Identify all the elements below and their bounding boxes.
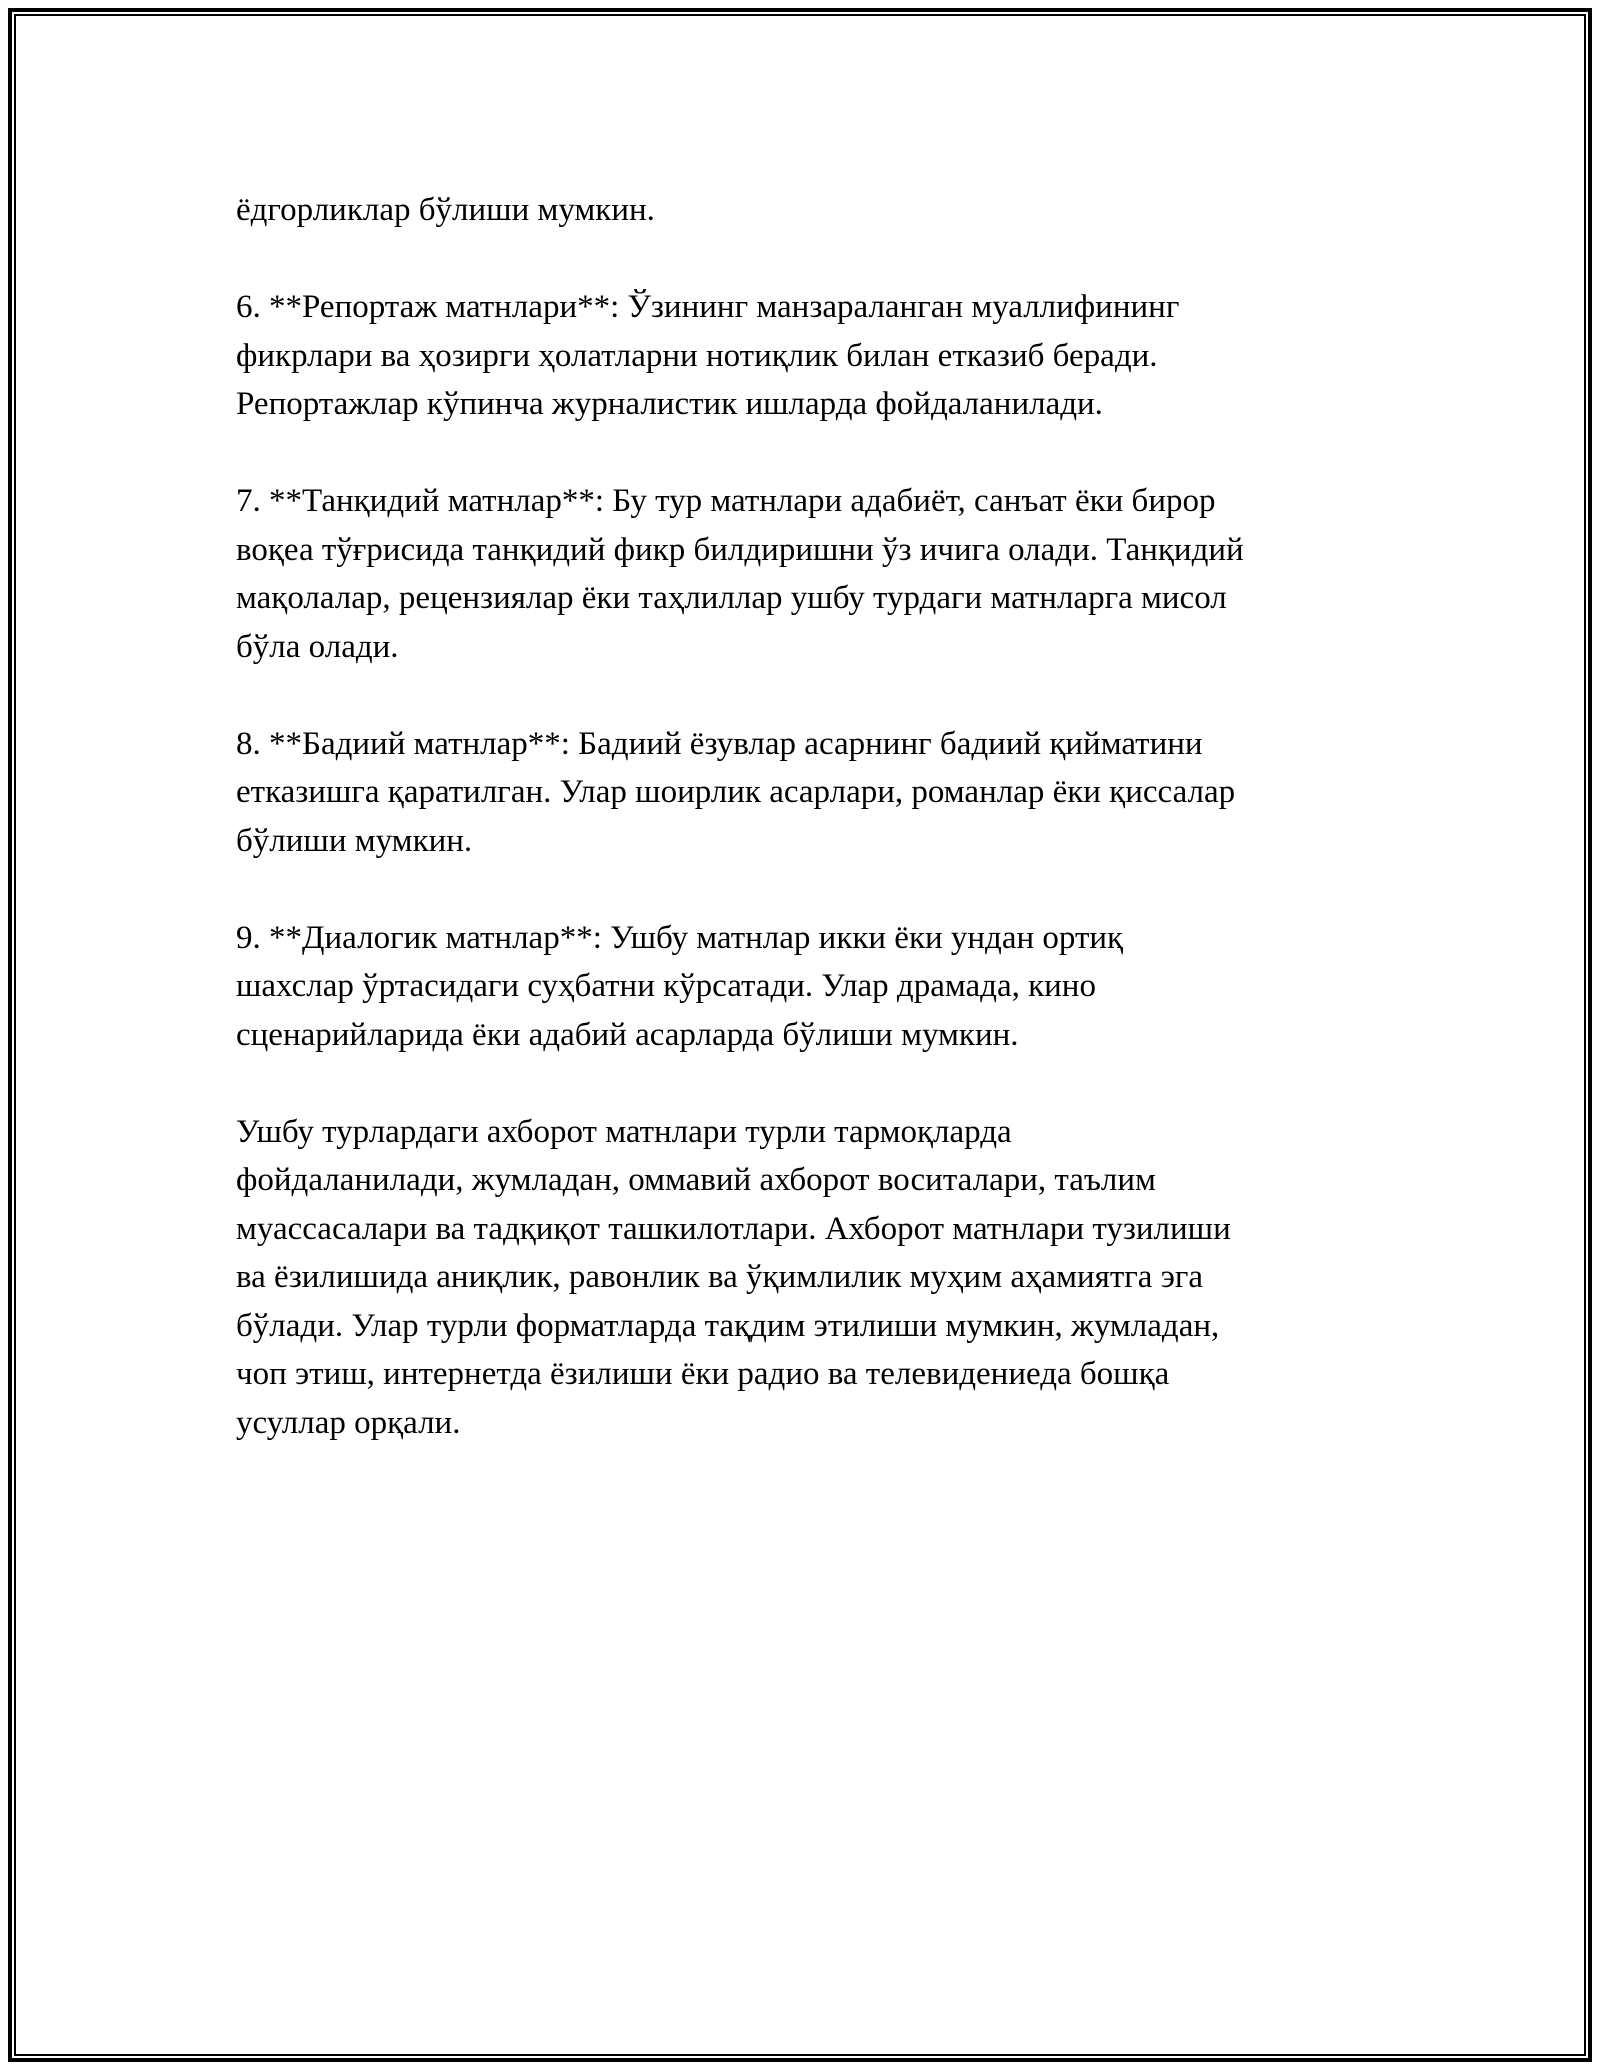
paragraph-item-9-dialogic: 9. **Диалогик матнлар**: Ушбу матнлар икки ёки ундан ортиқ шахслар ўртасидаги суҳбатни кўрсатади. Улар драмада, кино сценарийларида ёки адабий асарларда бўлиши мумкин. [236,919,1124,1053]
paragraph-continuation: ёдгорликлар бўлиши мумкин. [236,192,655,228]
paragraph-conclusion: Ушбу турлардаги ахборот матнлари турли тармоқларда фойдаланилади, жумладан, оммавий ахборот воситалари, таълим муассасалари ва тадқиқот ташкилотлари. Ахборот матнлари тузилиши ва ёзилишида аниқлик, равонлик ва ўқимлилик муҳим аҳамиятга эга бўлади. Улар турли форматларда тақдим этилиши мумкин, жумладан, чоп этиш, интернетда ёзилиши ёки радио ва телевидениеда бошқа усуллар орқали. [236,1113,1231,1441]
paragraph-item-8-literary: 8. **Бадиий матнлар**: Бадиий ёзувлар асарнинг бадиий қийматини етказишга қаратилган. Улар шоирлик асарлари, романлар ёки қиссалар бўлиши мумкин. [236,725,1236,859]
document-body [236,186,1376,1447]
paragraph-item-7-critical: 7. **Танқидий матнлар**: Бу тур матнлари адабиёт, санъат ёки бирор воқеа тўғрисида танқидий фикр билдиришни ўз ичига олади. Танқидий мақолалар, рецензиялар ёки таҳлиллар ушбу турдаги матнларга мисол бўла олади. [236,483,1244,665]
paragraph-item-6-reportage: 6. **Репортаж матнлари**: Ўзининг манзараланган муаллифининг фикрлари ва ҳозирги ҳолатларни нотиқлик билан етказиб беради. Репортажлар кўпинча журналистик ишларда фойдаланилади. [236,289,1180,422]
